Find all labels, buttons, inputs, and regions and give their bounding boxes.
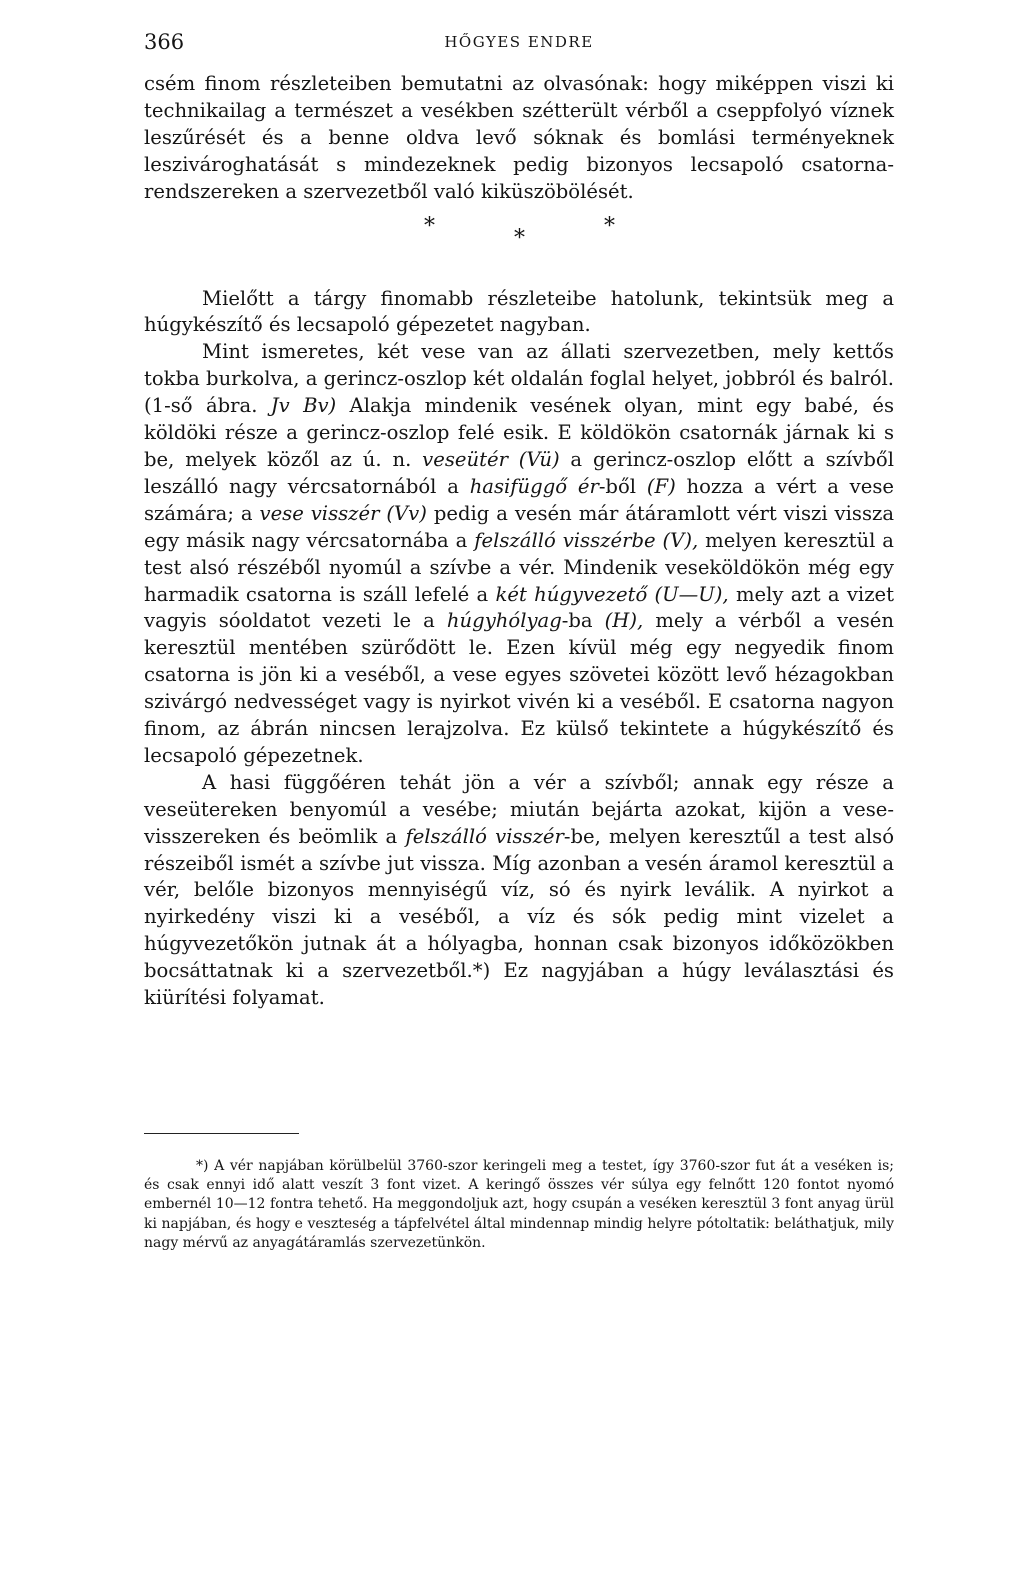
text-run: -be, melyen keresztűl a test alsó részeiből ismét a szívbe jut vissza. Míg azonban a vesén áramol keresztül a vér, belőle bizonyos mennyiségű víz, só és nyirk leválik. A nyirkot a nyirkedény viszi ki a veséből, a víz és sók pedig mint vizelet a húgyvezetőkön jutnak át a hólyagba, honnan csak bizonyos időközökben bocsáttatnak ki a szervezetből.*) Ez nagyjában a húgy leválasztási és kiürítési folyamat.	[144, 824, 894, 1010]
footnote: *) A vér napjában körülbelül 3760-szor keringeli meg a testet, így 3760-szor fut át a veséken is; és csak ennyi idő alatt veszít 3 font vizet. A keringő összes vér súlya egy felnőtt 120 fontot nyomó embernél 10—12 fontra tehető. Ha meggondoljuk azt, hogy csupán a veséken keresztül 3 font anyag ürül ki napjában, és hogy e veszteség a tápfelvétel által mindennap mindig helyre pótoltatik: beláthatjuk, mily nagy mérvű az anyagátáramlás szervezetünkön.	[144, 1158, 894, 1251]
footnote-rule	[144, 1133, 299, 1134]
separator-star-left: *	[424, 213, 435, 239]
figure-reference: Jv Bv)	[270, 394, 337, 418]
page-header	[144, 30, 894, 70]
text-run: -ba	[561, 609, 605, 633]
page-number: 366	[144, 30, 185, 54]
term-abdominal-aorta: hasifüggő ér	[469, 474, 599, 498]
running-head: HŐGYES ENDRE	[444, 33, 594, 51]
text-run: -ből	[598, 474, 647, 498]
term-ureters: két húgyvezető (U—U),	[495, 582, 729, 606]
separator-star-right: *	[604, 213, 615, 239]
main-text	[144, 71, 894, 1012]
paragraph-overview: Mielőtt a tárgy finomabb részleteibe hatolunk, tekintsük meg a húgykészítő és lecsapoló gépezetet nagyban.	[144, 286, 894, 337]
paragraph-continued: csém finom részleteiben bemutatni az olvasónak: hogy miképpen viszi ki technikailag a természet a vesékben szétterült vérből a cseppfolyó víznek leszűrését és a benne oldva levő sóknak és bomlási terményeknek leszivároghatását s mindezeknek pedig bizonyos lecsapoló csatorna-rendszereken a szervezetből való kiküszöbölését.	[144, 72, 894, 203]
text-run: hozza a vért a vese számára; a	[144, 474, 894, 525]
text-run: mely azt a vizet vagyis sóoldatot vezeti le a	[144, 582, 894, 633]
term-label-f: (F)	[646, 474, 676, 498]
term-label-h: (H),	[604, 609, 644, 633]
term-renal-vein: vese visszér (Vv)	[259, 501, 427, 525]
text-run: melyen keresztül a test alsó részéből nyomúl a szívbe a vér. Mindenik veseköldökön még egy harmadik csatorna is száll lefelé a	[144, 528, 894, 606]
paragraph-anatomy	[144, 339, 894, 770]
term-bladder: húgyhólyag	[446, 609, 562, 633]
text-run: mely a vérből a vesén keresztül mentében szürődött le. Ezen kívül még egy negyedik finom csatorna is jön ki a veséből, a vese egyes szövetei között levő hézagokban szivárgó nedvességet vagy is nyirkot vivén ki a veséből. E csatorna nagyon finom, az ábrán nincsen lerajzolva. Ez külső tekintete a húgykészítő és lecsapoló gépezetnek.	[144, 609, 894, 767]
term-vena-cava: felszálló visszérbe (V),	[474, 528, 699, 552]
term-renal-artery: veseütér (Vü)	[422, 447, 560, 471]
text-run: Alakja mindenik vesének olyan, mint egy babé, és köldöki része a gerincz-oszlop felé esik. E köldökön csatornák járnak ki s be, melyek közől az ú. n.	[144, 394, 894, 471]
section-separator	[144, 206, 894, 286]
term-vena-cava: felszálló visszér	[405, 824, 564, 848]
text-run: A hasi függőéren tehát jön a vér a szívből; annak egy része a veseütereken benyomúl a vesébe; miután bejárta azokat, kijön a vese-visszereken és beömlik a	[144, 770, 894, 848]
text-run: pedig a vesén már átáramlott vért viszi vissza egy másik nagy vércsatornába a	[144, 501, 895, 552]
text-run: a gerincz-oszlop előtt a szívből leszálló nagy vércsatornából a	[144, 447, 894, 498]
separator-star-center: *	[514, 225, 525, 251]
text-run: Mint ismeretes, két vese van az állati szervezetben, mely kettős tokba burkolva, a gerincz-oszlop két oldalán foglal helyet, jobbról és balról. (1-ső ábra.	[144, 340, 894, 418]
paragraph-blood-flow	[144, 770, 894, 1012]
